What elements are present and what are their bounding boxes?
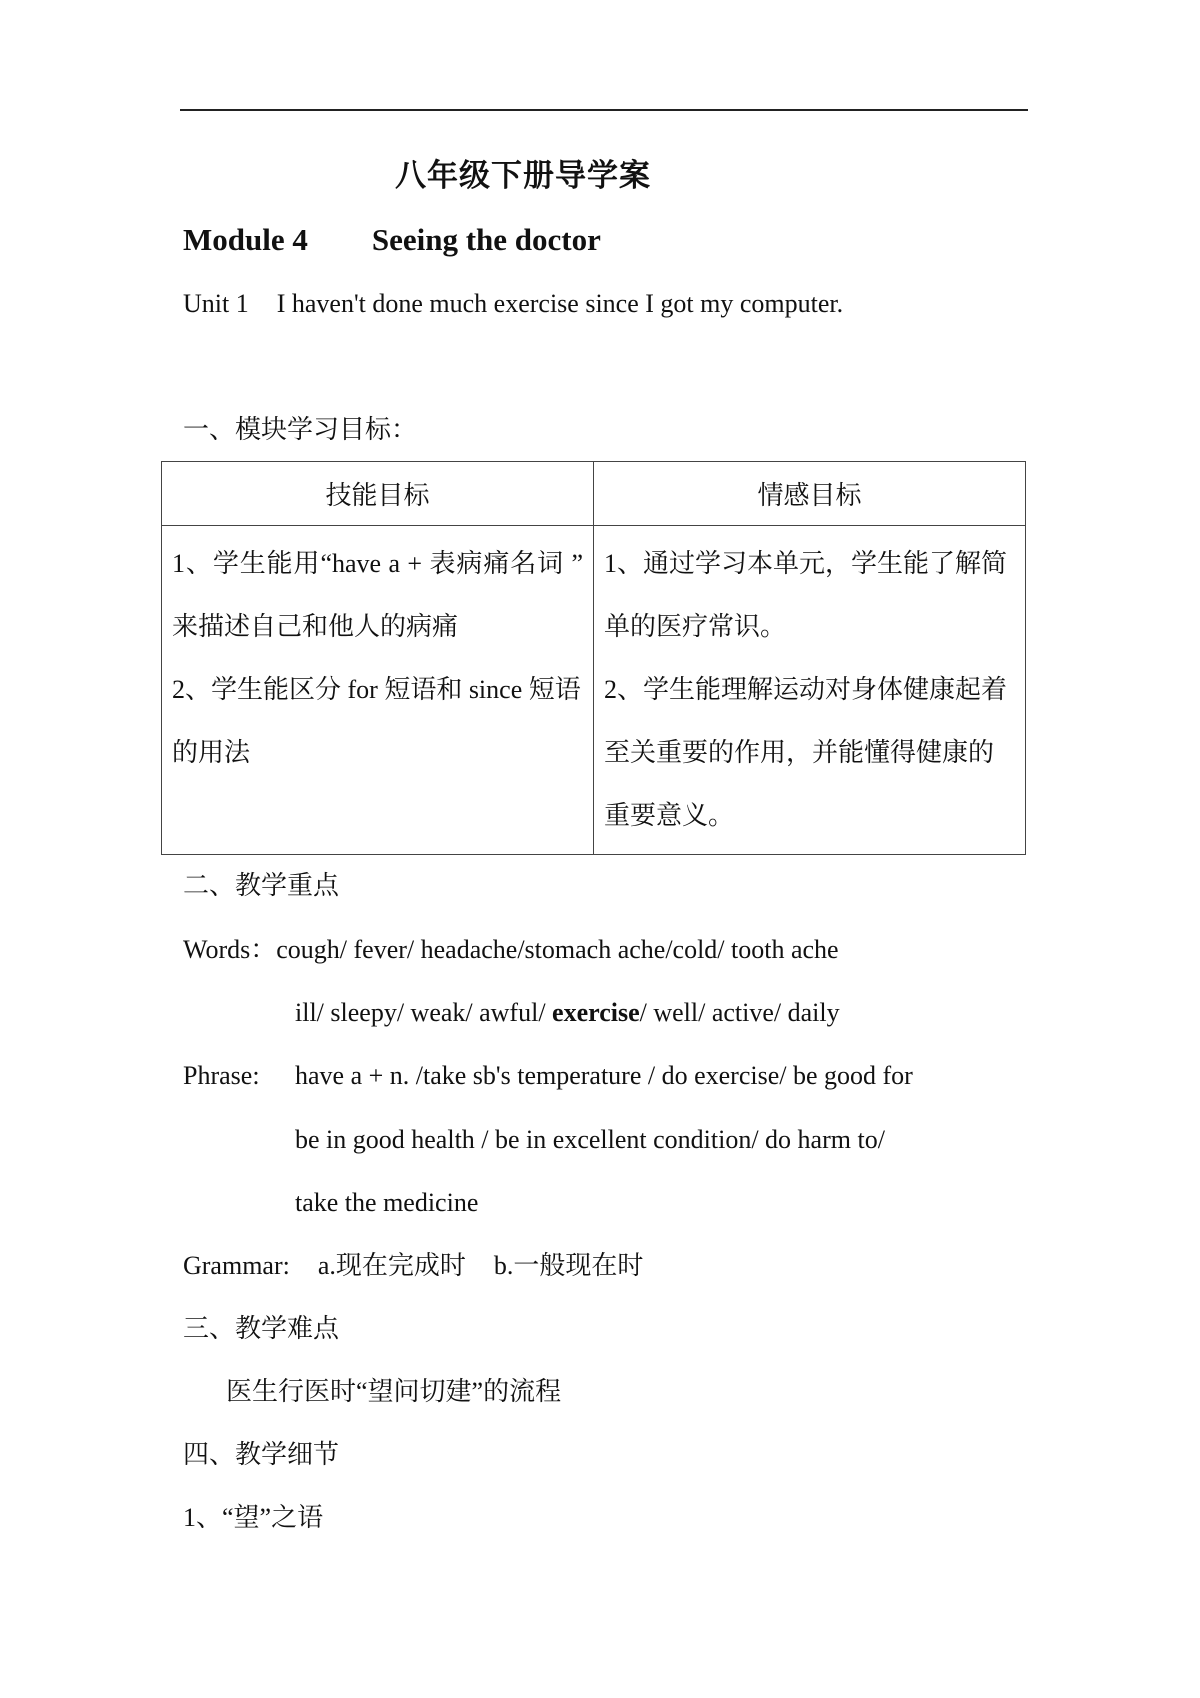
- goals-skills-cell: [162, 526, 594, 855]
- page-title: 八年级下册导学案: [395, 158, 651, 194]
- unit-heading: [183, 288, 843, 320]
- section4-heading: 四、教学细节: [183, 1440, 340, 1470]
- words-line-1: [183, 934, 839, 966]
- goals-emotions-cell: [594, 526, 1026, 855]
- words-label: Words：: [183, 935, 277, 964]
- module-name: Seeing the doctor: [371, 222, 601, 257]
- skill-item: 1、学生能用“have a + 表病痛名词 ” 来描述自己和他人的病痛: [172, 549, 583, 641]
- grammar-line: [183, 1250, 643, 1282]
- phrase-line-2: be in good health / be in excellent condition/ do harm to/: [295, 1125, 885, 1154]
- emotion-item: 2、学生能理解运动对身体健康起着至关重要的作用，并能懂得健康的重要意义。: [604, 675, 1008, 830]
- words-list-1: cough/ fever/ headache/stomach ache/cold/ tooth ache: [276, 935, 839, 964]
- unit-label: Unit 1: [183, 289, 249, 318]
- phrase-line-1: have a + n. /take sb's temperature / do exercise/ be good for: [295, 1061, 913, 1090]
- grammar-label: Grammar:: [183, 1251, 290, 1280]
- words-line-2: [295, 997, 840, 1029]
- section1-heading: 一、模块学习目标：: [183, 415, 418, 445]
- section4-item-1: 1、“望”之语: [183, 1503, 324, 1532]
- words-list-2-bold: exercise: [552, 998, 640, 1027]
- section3-content: 医生行医时“望问切建”的流程: [226, 1377, 562, 1406]
- emotion-item: 1、通过学习本单元，学生能了解简单的医疗常识。: [604, 549, 1008, 641]
- phrase-label: Phrase:: [183, 1061, 260, 1090]
- words-list-2a: ill/ sleepy/ weak/ awful/: [295, 998, 553, 1027]
- module-heading: [183, 224, 601, 256]
- goals-header-skills: 技能目标: [162, 462, 594, 526]
- skill-item: 2、学生能区分 for 短语和 since 短语的用法: [172, 675, 581, 767]
- grammar-b: b.一般现在时: [493, 1251, 644, 1280]
- section2-heading: 二、教学重点: [183, 871, 340, 901]
- section3-heading: 三、教学难点: [183, 1314, 340, 1344]
- words-list-2b: / well/ active/ daily: [639, 998, 840, 1027]
- grammar-a: a.现在完成时: [317, 1251, 466, 1280]
- module-label: Module 4: [183, 222, 308, 257]
- goals-table: [161, 461, 1026, 855]
- unit-text: I haven't done much exercise since I got my computer.: [276, 289, 844, 318]
- phrase-line-3: take the medicine: [295, 1188, 479, 1217]
- goals-header-emotions: 情感目标: [594, 462, 1026, 526]
- header-rule: [180, 109, 1028, 111]
